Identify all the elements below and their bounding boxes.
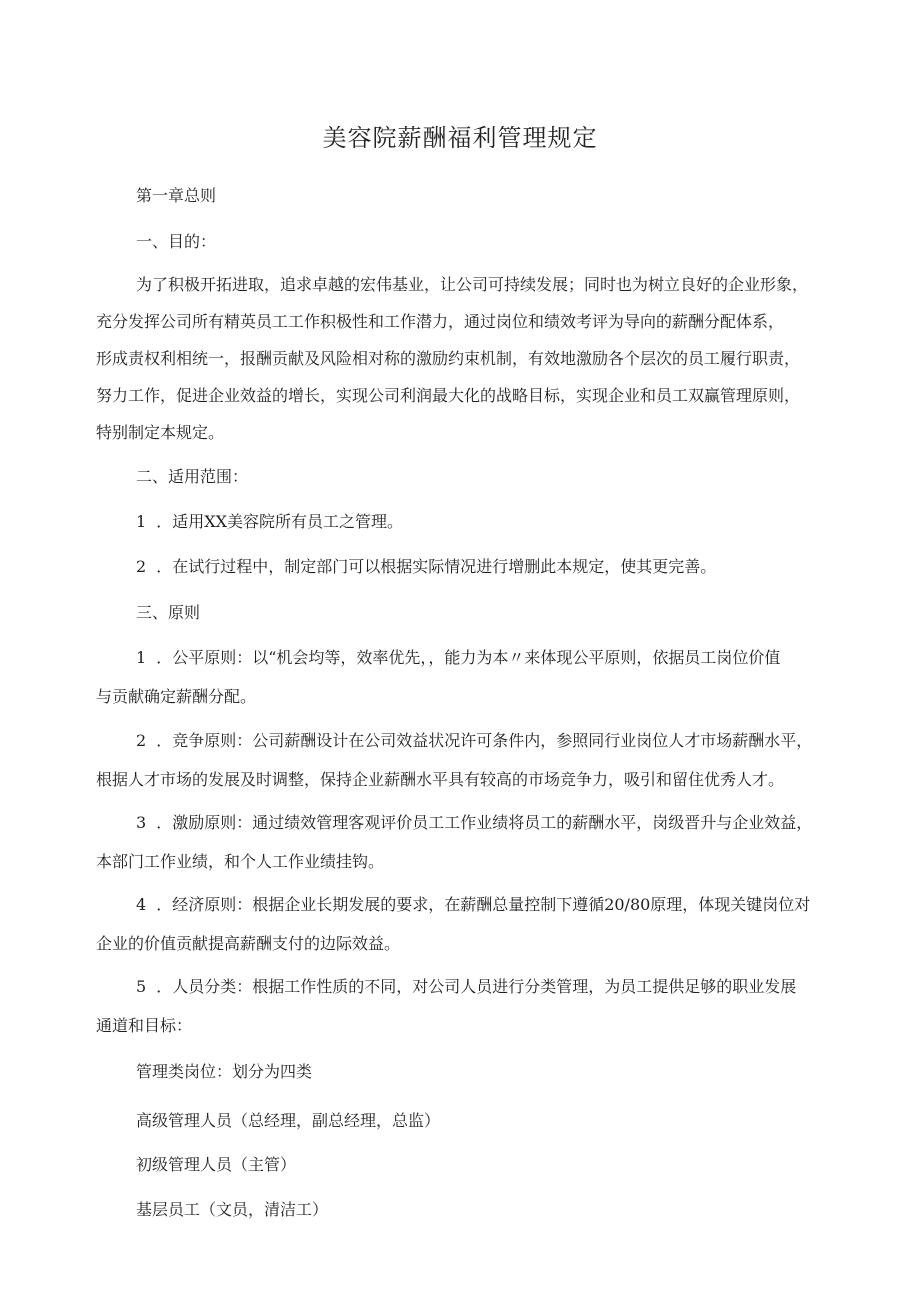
section-heading-scope: 二、适用范围：: [136, 467, 249, 486]
item-number: 2: [136, 557, 147, 576]
item-text-continued: 本部门工作业绩，和个人工作业绩挂钩。: [96, 852, 385, 871]
document-title: 美容院薪酬福利管理规定: [322, 124, 598, 152]
section-heading-purpose: 一、目的：: [136, 232, 217, 251]
item-text-continued: 与贡献确定薪酬分配。: [96, 687, 257, 706]
item-number: 2: [136, 731, 147, 750]
item-text: ．激励原则：通过绩效管理客观评价员工工作业绩将员工的薪酬水平，岗级晋升与企业效益，: [156, 813, 813, 832]
item-number: 1: [136, 648, 147, 667]
item-text-continued: 根据人才市场的发展及时调整，保持企业薪酬水平具有较高的市场竞争力，吸引和留住优秀人才。: [96, 770, 785, 789]
item-text: ．适用XX美容院所有员工之管理。: [156, 512, 403, 531]
item-text: ．公平原则：以“机会均等，效率优先，，能力为本〃来体现公平原则，依据员工岗位价值: [156, 648, 781, 667]
item-text: ．人员分类：根据工作性质的不同，对公司人员进行分类管理，为员工提供足够的职业发展: [156, 977, 797, 996]
principle-item-fairness: [96, 638, 856, 716]
item-number: 1: [136, 512, 147, 531]
scope-item: [136, 509, 403, 532]
chapter-heading: 第一章总则: [136, 186, 217, 205]
category-item: 初级管理人员（主管）: [136, 1155, 297, 1174]
paragraph-line: 充分发挥公司所有精英员工工作积极性和工作潜力，通过岗位和绩效考评为导向的薪酬分配体系，: [96, 312, 785, 331]
item-text: ．经济原则：根据企业长期发展的要求，在薪酬总量控制下遵循20/80原理，体现关键岗位对: [156, 895, 811, 914]
item-number: 5: [136, 977, 147, 996]
item-text: ．在试行过程中，制定部门可以根据实际情况进行增删此本规定，使其更完善。: [156, 557, 717, 576]
item-text-continued: 通道和目标：: [96, 1016, 193, 1035]
purpose-paragraph: [96, 266, 856, 451]
item-text-continued: 企业的价值贡献提高薪酬支付的边际效益。: [96, 934, 401, 953]
paragraph-line: 形成责权利相统一，报酬贡献及风险相对称的激励约束机制，有效地激励各个层次的员工履行职责，: [96, 349, 801, 368]
principle-item-economy: [96, 885, 856, 963]
paragraph-line: 为了积极开拓进取，追求卓越的宏伟基业，让公司可持续发展；同时也为树立良好的企业形象，: [136, 275, 809, 294]
principle-item-incentive: [96, 803, 856, 881]
category-heading: 管理类岗位：划分为四类: [136, 1062, 313, 1081]
paragraph-line: 努力工作，促进企业效益的增长，实现公司利润最大化的战略目标，实现企业和员工双赢管理原则，: [96, 386, 801, 405]
section-heading-principles: 三、原则: [136, 603, 201, 622]
item-number: 3: [136, 813, 147, 832]
principle-item-staff-classification: [96, 967, 856, 1045]
item-text: ．竞争原则：公司薪酬设计在公司效益状况许可条件内，参照同行业岗位人才市场薪酬水平，: [156, 731, 813, 750]
category-item: 基层员工（文员，清洁工）: [136, 1200, 329, 1219]
paragraph-line: 特别制定本规定。: [96, 423, 225, 442]
item-number: 4: [136, 895, 147, 914]
category-item: 高级管理人员（总经理，副总经理，总监）: [136, 1111, 441, 1130]
scope-item: [136, 554, 716, 577]
principle-item-competition: [96, 721, 856, 799]
